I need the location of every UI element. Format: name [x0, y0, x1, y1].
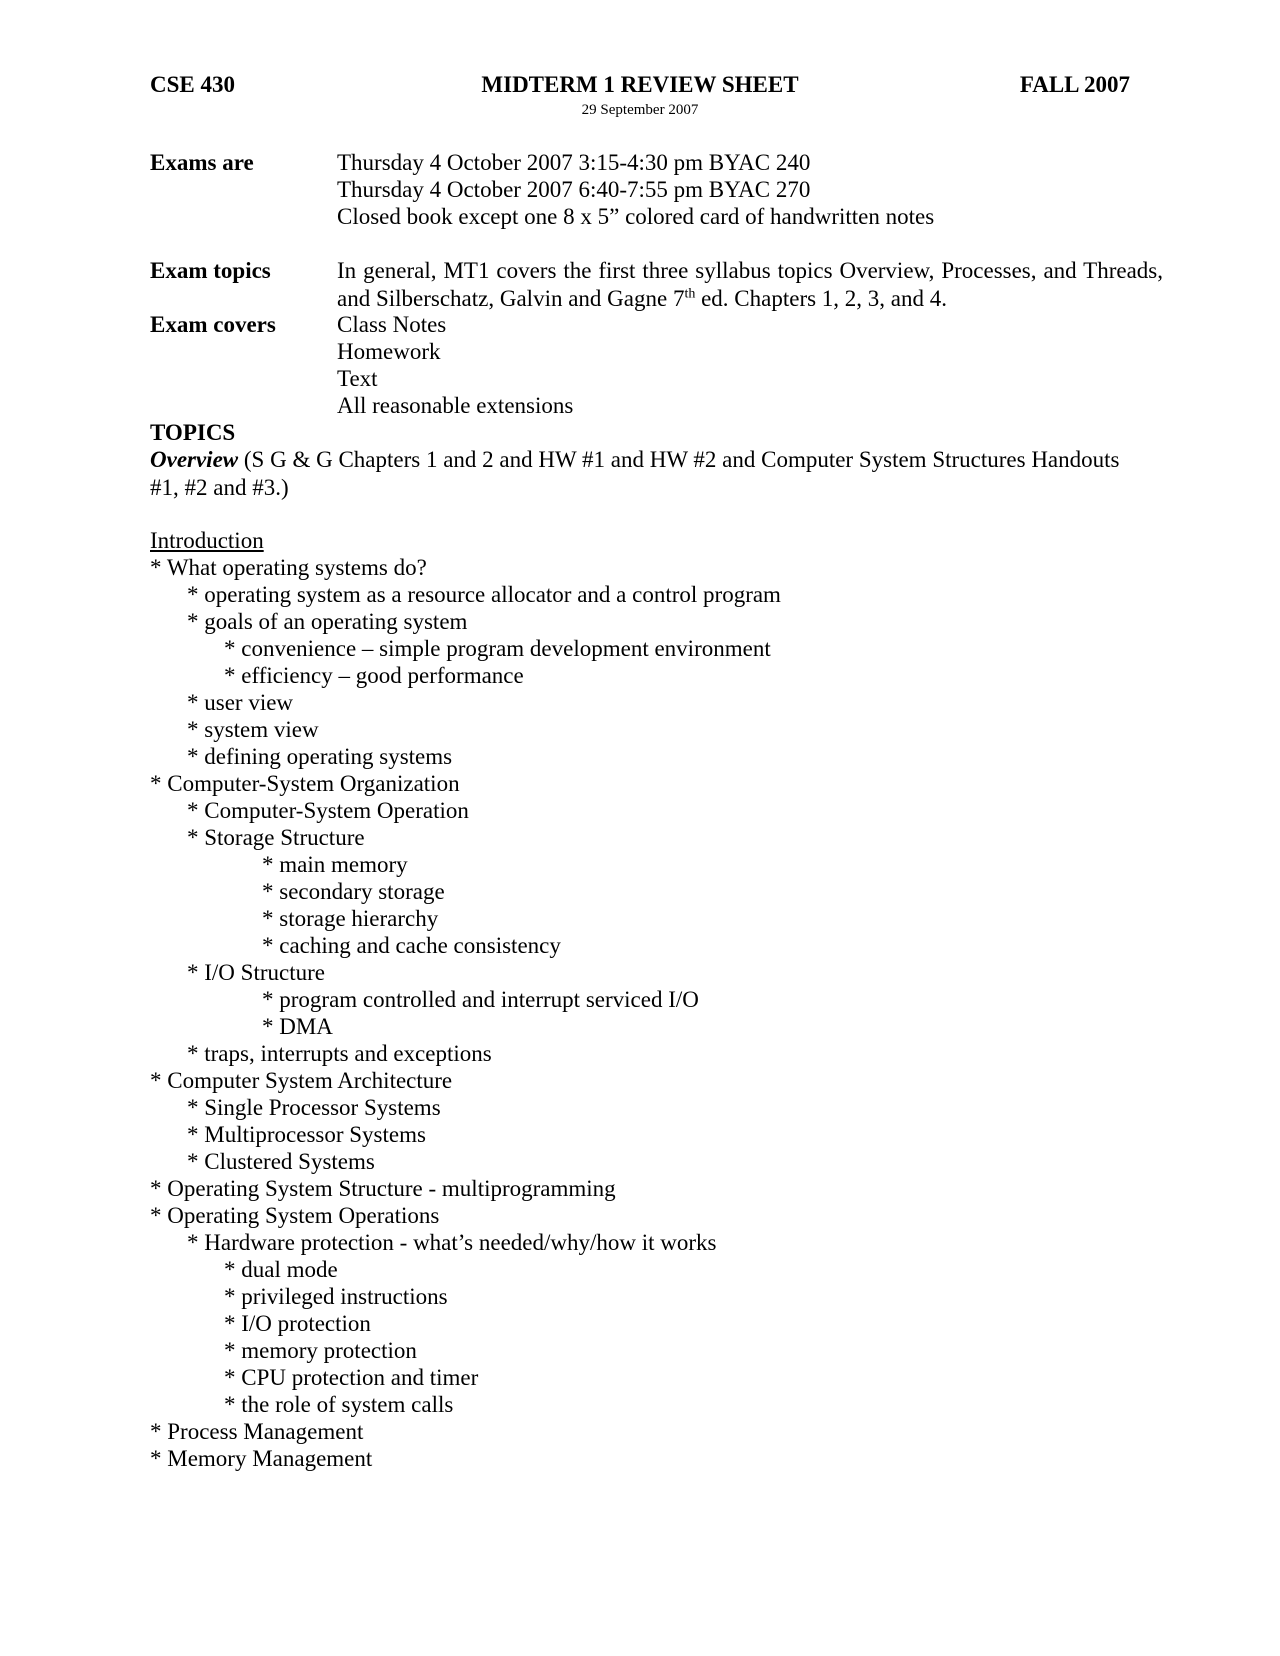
course-code: CSE 430 [150, 72, 235, 97]
outline-item: * main memory [262, 852, 408, 877]
document-title: MIDTERM 1 REVIEW SHEET [481, 72, 799, 97]
cover-item: Text [337, 366, 378, 391]
overview-paragraph: Overview (S G & G Chapters 1 and 2 and HW #1 and HW #2 and Computer System Structures Handouts #1, #2 and #3.) [150, 447, 1120, 500]
outline-item: * defining operating systems [187, 744, 453, 769]
outline-item: * CPU protection and timer [224, 1365, 479, 1390]
outline-item: * I/O protection [224, 1311, 371, 1336]
outline-item: * I/O Structure [187, 960, 325, 985]
outline-item: * Single Processor Systems [187, 1095, 441, 1120]
cover-item: Class Notes [337, 312, 447, 337]
outline-item: * Hardware protection - what’s needed/why/how it works [187, 1230, 717, 1255]
exam-line: Closed book except one 8 x 5” colored card of handwritten notes [337, 204, 935, 229]
outline-item: * Computer-System Operation [187, 798, 469, 823]
outline-item: * Operating System Structure - multiprogramming [150, 1176, 616, 1201]
outline-item: * efficiency – good performance [224, 663, 524, 688]
outline-item: * Memory Management [150, 1446, 373, 1471]
outline-item: * Operating System Operations [150, 1203, 440, 1228]
outline-item: * convenience – simple program development environment [224, 636, 771, 661]
outline-item: * Process Management [150, 1419, 364, 1444]
exams-label: Exams are [150, 150, 254, 175]
cover-item: Homework [337, 339, 441, 364]
outline-item: * system view [187, 717, 319, 742]
outline-item: * program controlled and interrupt serviced I/O [262, 987, 699, 1012]
exam-topics-label: Exam topics [150, 258, 271, 283]
cover-item: All reasonable extensions [337, 393, 574, 418]
outline-item: * traps, interrupts and exceptions [187, 1041, 492, 1066]
outline-item: * secondary storage [262, 879, 445, 904]
exam-topics-text: In general, MT1 covers the first three syllabus topics Overview, Processes, and Threads, and Silberschatz, Galvin and Gagne 7th ed. Chapters 1, 2, 3, and 4. [337, 258, 1163, 311]
topics-heading: TOPICS [150, 420, 236, 445]
outline-item: * goals of an operating system [187, 609, 468, 634]
exam-covers-label: Exam covers [150, 312, 276, 337]
outline-item: * privileged instructions [224, 1284, 448, 1309]
introduction-heading: Introduction [150, 528, 264, 553]
exam-line: Thursday 4 October 2007 3:15-4:30 pm BYAC 240 [337, 150, 811, 175]
outline-item: * Storage Structure [187, 825, 365, 850]
outline-item: * the role of system calls [224, 1392, 454, 1417]
outline-item: * dual mode [224, 1257, 338, 1282]
outline-item: * Clustered Systems [187, 1149, 375, 1174]
outline-item: * operating system as a resource allocator and a control program [187, 582, 781, 607]
outline-item: * What operating systems do? [150, 555, 427, 580]
outline-item: * Computer System Architecture [150, 1068, 453, 1093]
outline-item: * caching and cache consistency [262, 933, 561, 958]
outline-item: * DMA [262, 1014, 333, 1039]
outline-item: * Multiprocessor Systems [187, 1122, 426, 1147]
term: FALL 2007 [1019, 72, 1130, 97]
document-date: 29 September 2007 [581, 102, 699, 118]
outline-item: * memory protection [224, 1338, 417, 1363]
outline-item: * Computer-System Organization [150, 771, 460, 796]
exam-line: Thursday 4 October 2007 6:40-7:55 pm BYAC 270 [337, 177, 811, 202]
outline-item: * storage hierarchy [262, 906, 439, 931]
outline-item: * user view [187, 690, 294, 715]
